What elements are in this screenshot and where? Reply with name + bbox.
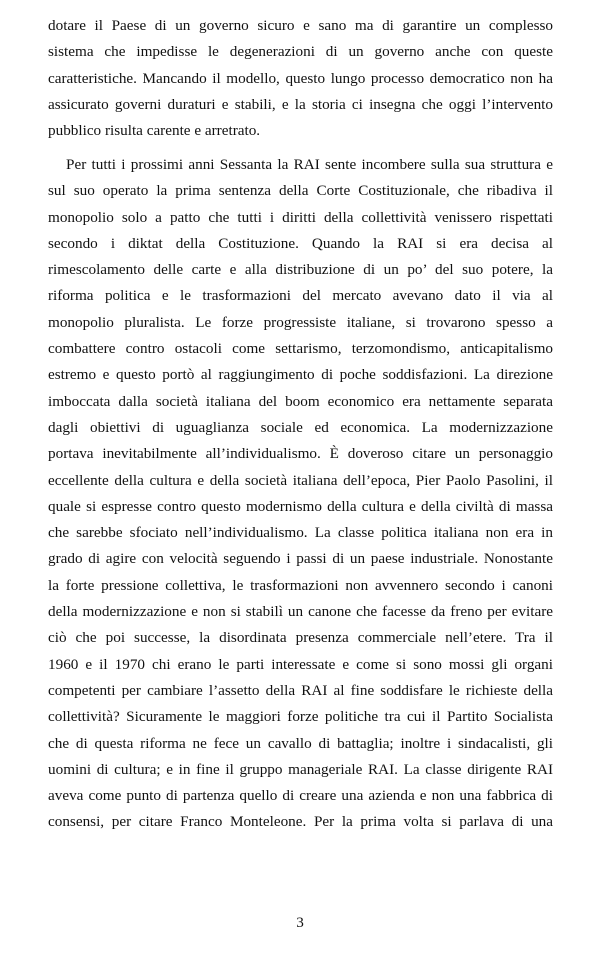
text-line: portava inevitabilmente all’individualismo. È doveroso citare un personaggio xyxy=(48,445,553,463)
paragraph-2 xyxy=(48,152,553,836)
text-line: che sarebbe sfociato nell’individualismo. La classe politica italiana non era in xyxy=(48,524,553,542)
text-line: ciò che poi successe, la disordinata presenza commerciale nell’etere. Tra il xyxy=(48,629,553,647)
page-number: 3 xyxy=(296,914,304,931)
text-line: sistema che impedisse le degenerazioni di un governo anche con queste xyxy=(48,43,553,61)
text-line: che di questa riforma ne fece un cavallo di battaglia; inoltre i sindacalisti, gli xyxy=(48,734,553,752)
text-line: caratteristiche. Mancando il modello, questo lungo processo democratico non ha xyxy=(48,69,553,87)
text-line: quale si espresse contro questo modernismo della cultura e della civiltà di massa xyxy=(48,497,553,515)
text-line: pubblico risulta carente e arretrato. xyxy=(48,122,261,140)
text-line: consensi, per citare Franco Monteleone. Per la prima volta si parlava di una xyxy=(48,813,553,831)
text-line: aveva come punto di partenza quello di creare una azienda e non una fabbrica di xyxy=(48,787,553,805)
text-line: imboccata dalla società italiana del boom economico era nettamente separata xyxy=(48,392,553,410)
text-line: secondo i diktat della Costituzione. Quando la RAI si era decisa al xyxy=(48,234,553,252)
text-line: dagli obiettivi di uguaglianza sociale ed economica. La modernizzazione xyxy=(48,418,553,436)
text-line: rimescolamento delle carte e alla distribuzione di un po’ del suo potere, la xyxy=(48,261,553,279)
text-line: estremo e questo portò al raggiungimento di poche soddisfazioni. La direzione xyxy=(48,366,553,384)
text-line: assicurato governi duraturi e stabili, e la storia ci insegna che oggi l’intervento xyxy=(48,95,553,113)
text-line: collettività? Sicuramente le maggiori forze politiche tra cui il Partito Socialista xyxy=(48,708,553,726)
text-line: competenti per cambiare l’assetto della RAI al fine soddisfare le richieste della xyxy=(48,681,553,699)
text-line: Per tutti i prossimi anni Sessanta la RAI sente incombere sulla sua struttura e xyxy=(66,156,553,173)
text-line: monopolio solo a patto che tutti i diritti della collettività venissero rispettati xyxy=(48,208,553,226)
text-line: riforma politica e le trasformazioni del mercato avevano dato il via al xyxy=(48,287,553,305)
text-line: sul suo operato la prima sentenza della Corte Costituzionale, che ribadiva il xyxy=(48,182,553,200)
text-line: eccellente della cultura e della società italiana dell’epoca, Pier Paolo Pasolini, il xyxy=(48,471,553,489)
text-line: la forte pressione collettiva, le trasformazioni non avvennero secondo i canoni xyxy=(48,576,553,594)
text-line: dotare il Paese di un governo sicuro e sano ma di garantire un complesso xyxy=(48,17,553,34)
text-line: della modernizzazione e non si stabilì un canone che facesse da freno per evitare xyxy=(48,603,553,621)
text-line: monopolio pluralista. Le forze progressiste italiane, si trovarono spesso a xyxy=(48,313,553,331)
text-line: grado di agire con velocità seguendo i passi di un paese industriale. Nonostante xyxy=(48,550,553,568)
paragraph-1 xyxy=(48,13,553,144)
text-line: uomini di cultura; e in fine il gruppo manageriale RAI. La classe dirigente RAI xyxy=(48,760,553,778)
text-line: 1960 e il 1970 chi erano le parti interessate e come si sono mossi gli organi xyxy=(48,655,553,673)
text-line: combattere contro ostacoli come settarismo, terzomondismo, anticapitalismo xyxy=(48,340,553,358)
